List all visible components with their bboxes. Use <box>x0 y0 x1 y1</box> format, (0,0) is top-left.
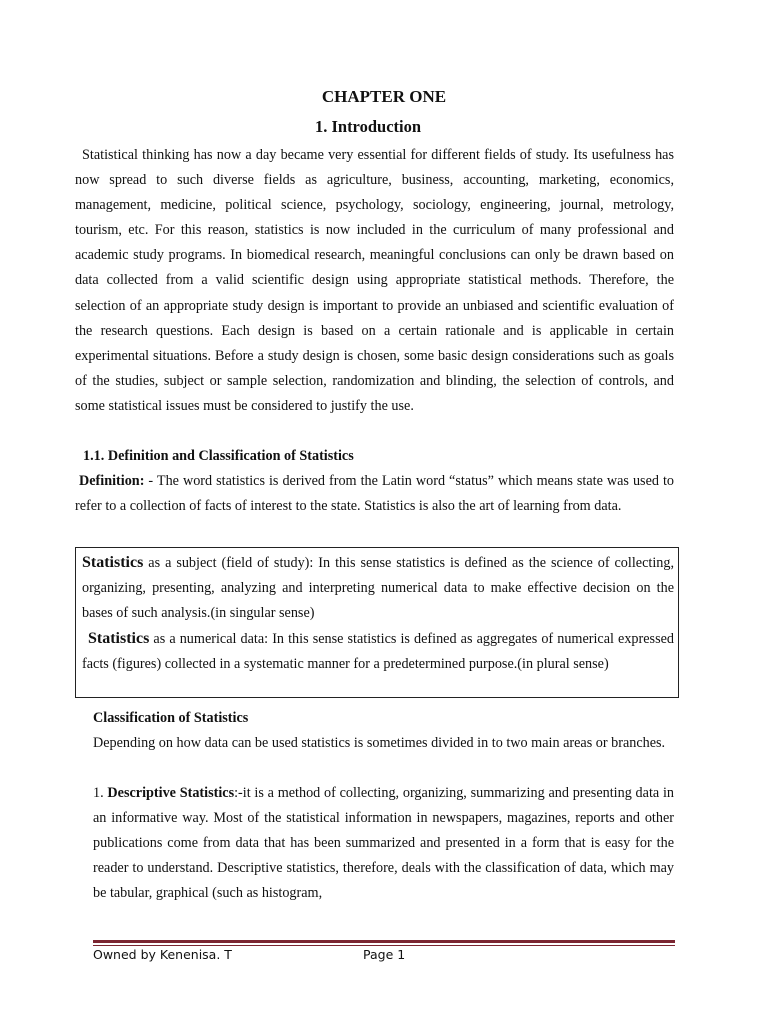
subsection-title: 1.1. Definition and Classification of Statistics <box>83 448 354 464</box>
box-term-singular: Statistics <box>82 554 144 571</box>
box-paragraph-singular <box>82 550 674 627</box>
chapter-title: CHAPTER ONE <box>321 87 447 106</box>
definition-label: Definition: <box>79 473 145 489</box>
descriptive-number: 1. <box>93 785 108 801</box>
classification-paragraph: Depending on how data can be used statistics is sometimes divided in to two main areas or branches. <box>93 735 666 751</box>
definition-text: - The word statistics is derived from the Latin word “status” which means state was used to refer to a collection of facts of interest to the state. Statistics is also the art of learning from data. <box>75 473 674 515</box>
box-paragraph-plural <box>82 626 674 677</box>
intro-paragraph: Statistical thinking has now a day became very essential for different fields of study. Its usefulness has now spread to such diverse fields as agriculture, business, accounting, marketing, economics, management, medicine, political science, psychology, sociology, engineering, journal, metrology, tourism, etc. For this reason, statistics is now included in the curriculum of many professional and academic study programs. In biomedical research, meaningful conclusions can only be drawn based on data collected from a valid scientific design using appropriate statistical methods. Therefore, the selection of an appropriate study design is important to provide an unbiased and scientific evaluation of the research questions. Each design is based on a certain rationale and is applicable in certain experimental situations. Before a study design is chosen, some basic design considerations such as goals of the studies, subject or sample selection, randomization and blinding, the selection of controls, and some statistical issues must be considered to justify the use. <box>75 147 674 414</box>
descriptive-label: Descriptive Statistics <box>107 785 235 801</box>
section-title: 1. Introduction <box>314 117 422 136</box>
footer-rule <box>93 940 675 943</box>
box-text-singular: as a subject (field of study): In this sense statistics is defined as the science of collecting, organizing, presenting, analyzing and interpreting numerical data to make effective decision on the bases of such analysis.(in singular sense) <box>82 555 674 622</box>
descriptive-statistics-paragraph <box>93 781 674 906</box>
footer-owner: Owned by Kenenisa. T <box>93 947 232 962</box>
classification-title: Classification of Statistics <box>93 710 249 726</box>
descriptive-text: :-it is a method of collecting, organizing, summarizing and presenting data in an informative way. Most of the statistical information in newspapers, magazines, reports and other publications come from data that has been summarized and presented in a form that is easy for the reader to understand. Descriptive statistics, therefore, deals with the classification of data, which may be tabular, graphical (such as histogram, <box>93 785 674 902</box>
box-text-plural: as a numerical data: In this sense statistics is defined as aggregates of numerical expressed facts (figures) collected in a systematic manner for a predetermined purpose.(in plural sense) <box>82 631 674 673</box>
definition-box <box>75 547 679 698</box>
definition-paragraph <box>75 469 674 519</box>
footer-page-number: Page 1 <box>363 947 406 962</box>
box-term-plural: Statistics <box>88 630 150 647</box>
